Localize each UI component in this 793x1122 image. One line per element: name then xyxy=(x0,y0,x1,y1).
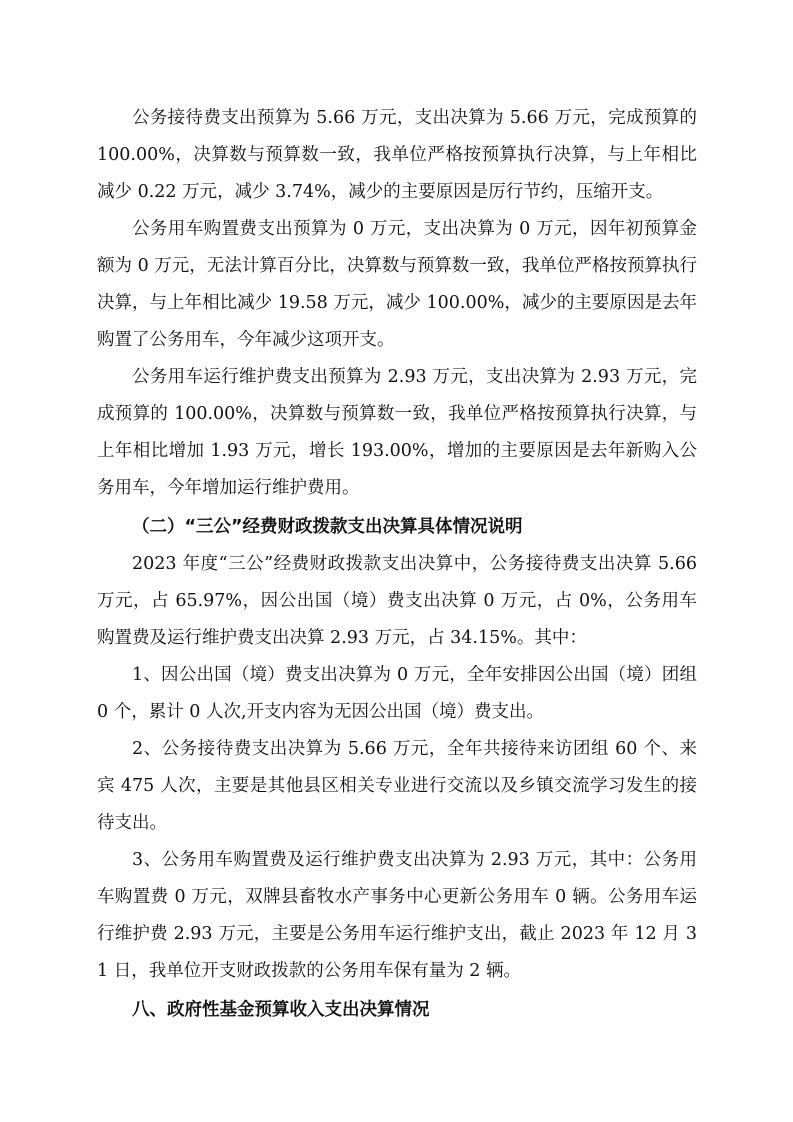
paragraph-item-3-vehicles: 3、公务用车购置费及运行维护费支出决算为 2.93 万元，其中：公务用车购置费 0 万元，双牌县畜牧水产事务中心更新公务用车 0 辆。公务用车运行维护费 2.93 万元，主要是公务用车运行维护支出，截止 2023 年 12 月 31 日，我单位开支财政拨款的公务用车保有量为 2 辆。 xyxy=(97,850,697,981)
paragraph-item-1-overseas: 1、因公出国（境）费支出决算为 0 万元，全年安排因公出国（境）团组 0 个，累计 0 人次,开支内容为无因公出国（境）费支出。 xyxy=(97,665,697,722)
paragraph-reception-expenses: 公务接待费支出预算为 5.66 万元，支出决算为 5.66 万元，完成预算的 100.00%，决算数与预算数一致，我单位严格按预算执行决算，与上年相比减少 0.22 万元，减少 3.74%，减少的主要原因是厉行节约，压缩开支。 xyxy=(97,108,697,202)
paragraph-item-2-reception: 2、公务接待费支出决算为 5.66 万元，全年共接待来访团组 60 个、来宾 475 人次，主要是其他县区相关专业进行交流以及乡镇交流学习发生的接待支出。 xyxy=(97,739,697,833)
paragraph-vehicle-operation: 公务用车运行维护费支出预算为 2.93 万元，支出决算为 2.93 万元，完成预算的 100.00%，决算数与预算数一致，我单位严格按预算执行决算，与上年相比增加 1.93 万元，增长 193.00%，增加的主要原因是去年新购入公务用车，今年增加运行维护费用。 xyxy=(97,367,697,498)
section-heading-three-public-expenses: （二）“三公”经费财政拨款支出决算具体情况说明 xyxy=(132,517,523,537)
paragraph-three-public-summary: 2023 年度“三公”经费财政拨款支出决算中，公务接待费支出决算 5.66 万元，占 65.97%，因公出国（境）费支出决算 0 万元，占 0%，公务用车购置费及运行维护费支出决算 2.93 万元，占 34.15%。其中： xyxy=(97,554,697,648)
paragraph-vehicle-purchase: 公务用车购置费支出预算为 0 万元，支出决算为 0 万元，因年初预算金额为 0 万元，无法计算百分比，决算数与预算数一致，我单位严格按预算执行决算，与上年相比减少 19.58 万元，减少 100.00%，减少的主要原因是去年购置了公务用车，今年减少这项开支。 xyxy=(97,219,697,350)
document-body xyxy=(97,100,697,1029)
section-heading-government-funds: 八、政府性基金预算收入支出决算情况 xyxy=(132,1000,430,1020)
